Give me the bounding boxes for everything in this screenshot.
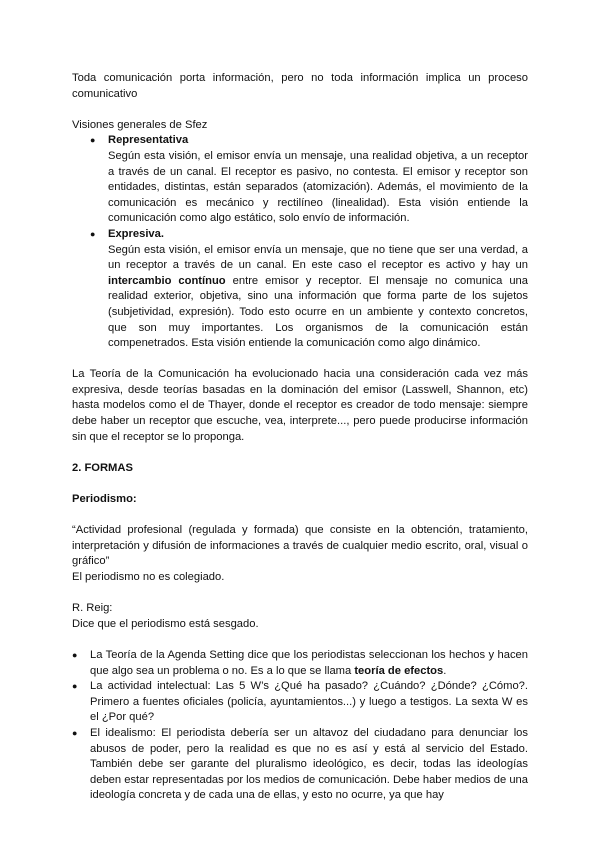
visiones-title: Visiones generales de Sfez <box>72 118 208 131</box>
reig-name: R. Reig: <box>72 602 113 615</box>
list-item: ● El idealismo: El periodista debería ser un altavoz del ciudadano para denunciar los abusos de poder, pero la realidad es que no es así y está al servicio del Estado. También debe ser garante del pluralismo ideológico, es decir, todas las ideologías deben estar representadas por los medios de comunicación. Debe haber medios de una ideología concreta y de cada una de ellas, y esto no ocurre, ya que hay <box>72 726 528 802</box>
bullet-icon: ● <box>90 228 96 239</box>
bold-term: intercambio contínuo <box>108 274 226 287</box>
reig-text: Dice que el periodismo está sesgado. <box>72 617 259 630</box>
bold-term: teoría de efectos <box>354 664 444 677</box>
bullet-icon: ● <box>72 649 78 660</box>
visiones-list <box>72 133 528 351</box>
visiones-item-text: Según esta visión, el emisor envía un mensaje, que no tiene que ser una verdad, a un receptor a través de un canal. En este caso el receptor es activo y hay un intercambio contínuo entre emisor y receptor. El mensaje no comunica una realidad exterior, objetiva, sino una información que forma parte de los sujetos (subjetividad, expresión). Todo esto ocurre en un ambiente y contexto concretos, que son muy importantes. Los organismos de la comunicación están compenetrados. Esta visión entiende la comunicación como algo dinámico. <box>108 243 528 350</box>
visiones-item-text: Según esta visión, el emisor envía un mensaje, una realidad objetiva, a un receptor a través de un canal. El receptor es pasivo, no contesta. El emisor y receptor son entidades, distintas, están separados (atomización). Además, el movimiento de la comunicación es mecánico y rectilíneo (linealidad). Esta visión entiende la comunicación como algo estático, solo envío de información. <box>108 149 528 225</box>
page-content <box>72 71 528 804</box>
visiones-item-title: Representativa <box>108 134 189 147</box>
reig-bullets <box>72 648 528 804</box>
list-item-representativa <box>72 133 528 227</box>
bullet-icon: ● <box>72 727 78 738</box>
list-item: ● La Teoría de la Agenda Setting dice que los periodistas seleccionan los hechos y hacen que algo sea un problema o no. Es a lo que se llama teoría de efectos. <box>72 648 528 677</box>
teoria-paragraph: La Teoría de la Comunicación ha evolucionado hacia una consideración cada vez más expresiva, desde teorías basadas en la dominación del emisor (Lasswell, Shannon, etc) hasta modelos como el de Thayer, donde el receptor es creador de todo mensaje: siempre debe haber un receptor que escuche, vea, interprete..., pero puede producirse información sin que el receptor se lo proponga. <box>72 368 528 443</box>
visiones-item-title: Expresiva. <box>108 227 164 240</box>
list-item-expresiva <box>72 227 528 352</box>
section-heading: 2. FORMAS <box>72 461 133 474</box>
bullet-icon: ● <box>72 681 78 692</box>
no-colegiado-text: El periodismo no es colegiado. <box>72 571 225 583</box>
bullet-icon: ● <box>90 135 96 146</box>
list-item: ● La actividad intelectual: Las 5 W’s ¿Qué ha pasado? ¿Cuándo? ¿Dónde? ¿Cómo?. Primero a fuentes oficiales (policía, ayuntamientos...) y luego a testigos. La sexta W es el ¿Por qué? <box>72 680 528 724</box>
subheading-periodismo: Periodismo: <box>72 493 137 506</box>
definicion-quote: “Actividad profesional (regulada y formada) que consiste en la obtención, tratamiento, interpretación y difusión de informaciones a través de cualquier medio escrito, oral, visual o gráfico” <box>72 524 528 568</box>
intro-paragraph: Toda comunicación porta información, pero no toda información implica un proceso comunicativo <box>72 72 528 100</box>
